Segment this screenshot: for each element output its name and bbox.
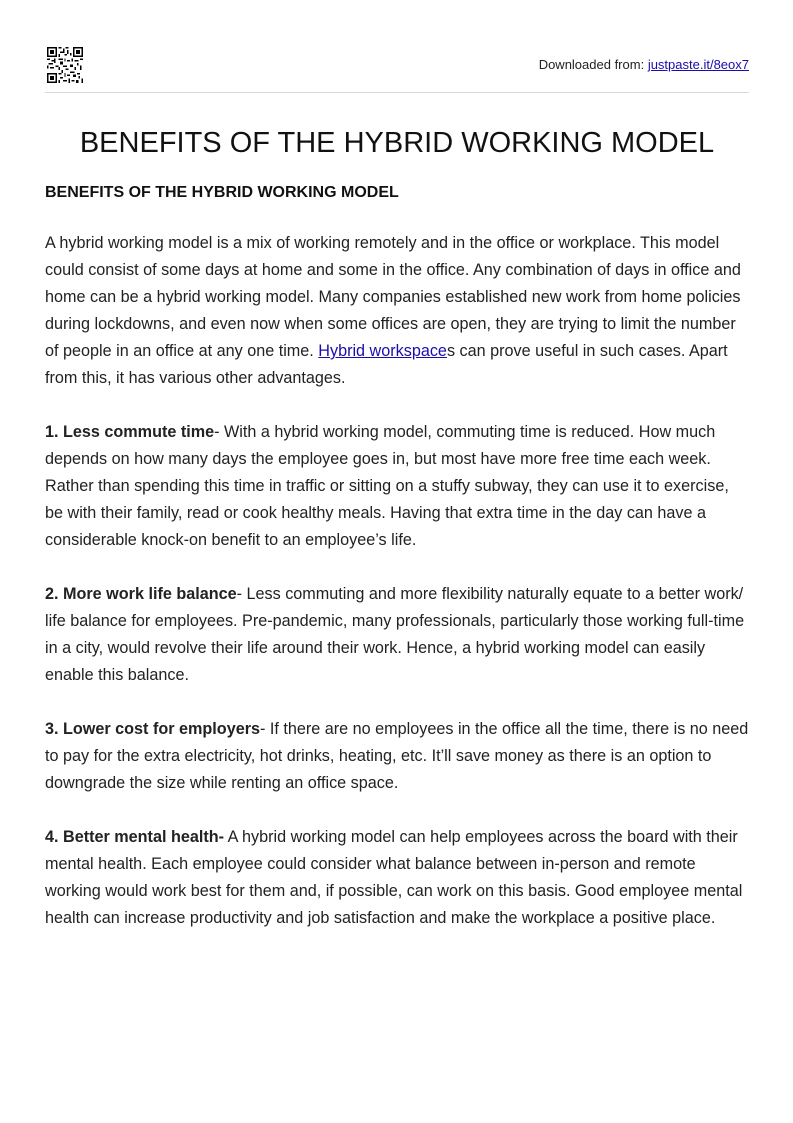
benefit-body-cost: - If there are no employees in the office all the time, there is no need to pay for the extra electricity, hot drinks, heating, etc. It’ll save money as there is an option to downgrade the size while renting an office space. — [45, 720, 749, 792]
benefit-heading-mental-health: 4. Better mental health- — [45, 828, 225, 846]
benefit-body-commute: - With a hybrid working model, commuting time is reduced. How much depends on how many days the employee goes in, but most have more free time each week. Rather than spending this time in traffic or sitting on a stuffy subway, they can use it to exercise, be with their family, read or cook healthy meals. Having that extra time in the day can have a considerable knock-on benefit to an employee’s life. — [45, 423, 729, 549]
intro-paragraph — [45, 230, 749, 392]
page-header — [45, 0, 749, 93]
hybrid-workspace-link[interactable]: Hybrid workspace — [318, 342, 447, 360]
benefit-body-mental-health: A hybrid working model can help employees across the board with their mental health. Each employee could consider what balance between in-person and remote working would work best for them and, if possible, can work on this basis. Good employee mental health can increase productivity and job satisfaction and make the workplace a positive place. — [45, 828, 743, 927]
benefit-paragraph-commute — [45, 419, 749, 554]
benefit-body-balance: - Less commuting and more flexibility naturally equate to a better work/ life balance for employees. Pre-pandemic, many professionals, particularly those working full-time in a city, would revolve their life around their work. Hence, a hybrid working model can easily enable this balance. — [45, 585, 745, 684]
benefit-paragraph-mental-health — [45, 824, 749, 932]
section-subheading: BENEFITS OF THE HYBRID WORKING MODEL — [45, 184, 399, 201]
benefit-heading-cost: 3. Lower cost for employers — [45, 720, 260, 738]
download-source — [539, 57, 749, 72]
benefit-heading-commute: 1. Less commute time — [45, 423, 215, 441]
download-source-link[interactable]: justpaste.it/8eox7 — [647, 57, 749, 72]
document-page — [45, 0, 749, 932]
document-title: BENEFITS OF THE HYBRID WORKING MODEL — [79, 127, 715, 159]
qr-code-icon — [47, 47, 83, 83]
benefit-heading-balance: 2. More work life balance — [45, 585, 237, 603]
intro-text-end: s can prove useful in such cases. Apart from this, it has various other advantages. — [45, 342, 728, 387]
download-label: Downloaded from: — [538, 57, 645, 72]
benefit-paragraph-balance — [45, 581, 749, 689]
intro-text-start: A hybrid working model is a mix of working remotely and in the office or workplace. This model could consist of some days at home and some in the office. Any combination of days in office and home can be a hybrid working model. Many companies established new work from home policies during lockdowns, and even now when some offices are open, they are trying to limit the number of people in an office at any one time. — [45, 234, 741, 360]
benefit-paragraph-cost — [45, 716, 749, 797]
